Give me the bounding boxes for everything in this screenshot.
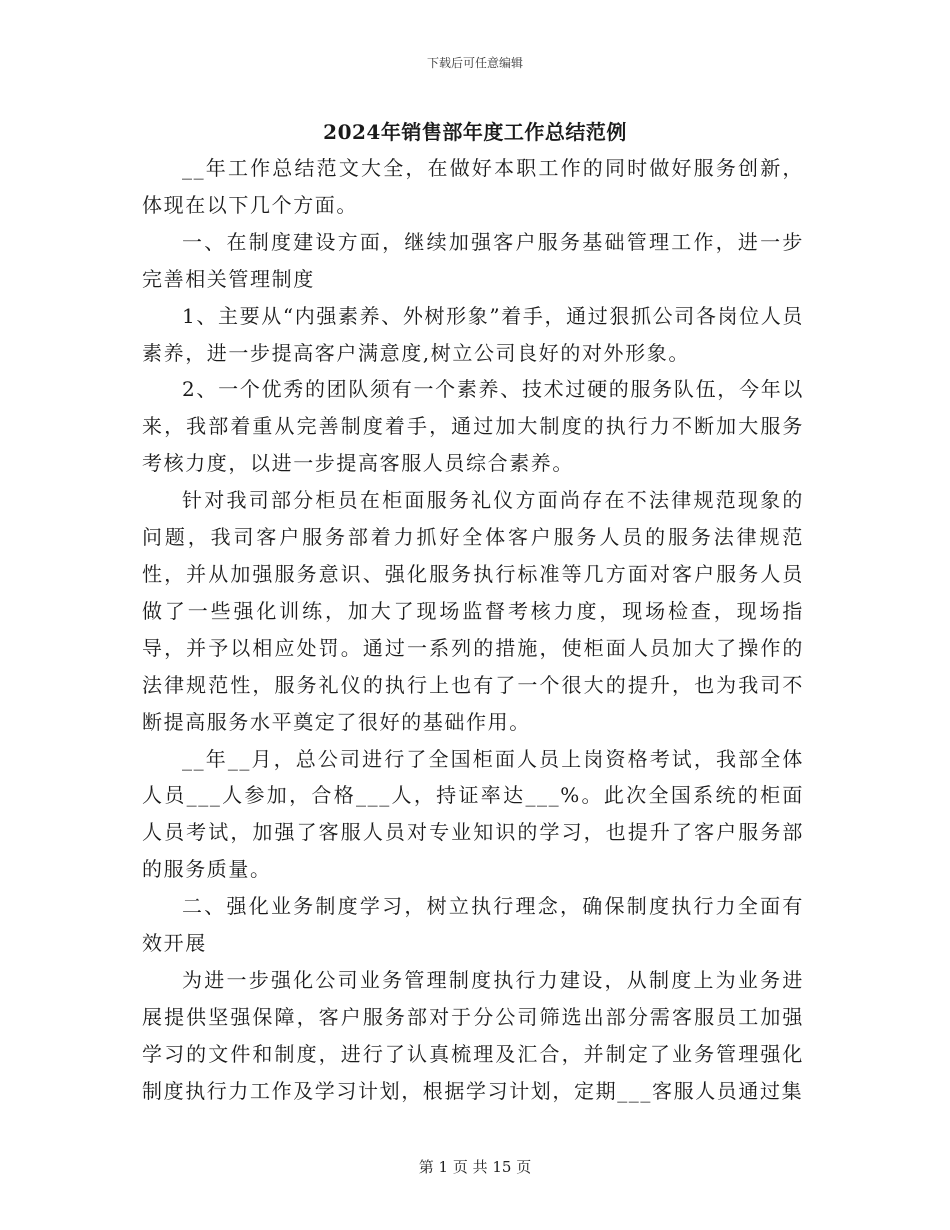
paragraph-item-two: 2、一个优秀的团队须有一个素养、技术过硬的服务队伍，今年以来，我部着重从完善制度着手，通过加大制度的执行力不断加大服务考核力度，以进一步提高客服人员综合素养。 (142, 377, 804, 476)
header-note: 下载后可任意编辑 (426, 56, 523, 70)
paragraph-study-plan: 为进一步强化公司业务管理制度执行力建设，从制度上为业务进展提供坚强保障，客户服务部对于分公司筛选出部分需客服员工加强学习的文件和制度，进行了认真梳理及汇合，并制定了业务管理强化制度执行力工作及学习计划，根据学习计划，定期___客服人员通过集 (142, 967, 804, 1103)
paragraph-service-standards: 针对我司部分柜员在柜面服务礼仪方面尚存在不法律规范现象的问题，我司客户服务部着力抓好全体客户服务人员的服务法律规范性，并从加强服务意识、强化服务执行标准等几方面对客户服务人员做了一些强化训练，加大了现场监督考核力度，现场检查，现场指导，并予以相应处罚。通过一系列的措施，使柜面人员加大了操作的法律规范性，服务礼仪的执行上也有了一个很大的提升，也为我司不断提高服务水平奠定了很好的基础作用。 (142, 488, 804, 734)
document-body (142, 150, 804, 1110)
paragraph-section-two-heading: 二、强化业务制度学习，树立执行理念，确保制度执行力全面有效开展 (142, 894, 804, 956)
paragraph-section-one-heading: 一、在制度建设方面，继续加强客户服务基础管理工作，进一步完善相关管理制度 (142, 229, 804, 291)
paragraph-intro: __年工作总结范文大全，在做好本职工作的同时做好服务创新，体现在以下几个方面。 (142, 156, 804, 217)
document-title: 2024年销售部年度工作总结范例 (323, 120, 627, 144)
paragraph-item-one: 1、主要从“内强素养、外树形象”着手，通过狠抓公司各岗位人员素养，进一步提高客户满意度,树立公司良好的对外形象。 (142, 303, 804, 365)
page-number: 第 1 页 共 15 页 (418, 1158, 532, 1176)
paragraph-exam: __年__月，总公司进行了全国柜面人员上岗资格考试，我部全体人员___人参加，合格___人，持证率达___%。此次全国系统的柜面人员考试，加强了客服人员对专业知识的学习，也提升了客户服务部的服务质量。 (142, 746, 804, 882)
